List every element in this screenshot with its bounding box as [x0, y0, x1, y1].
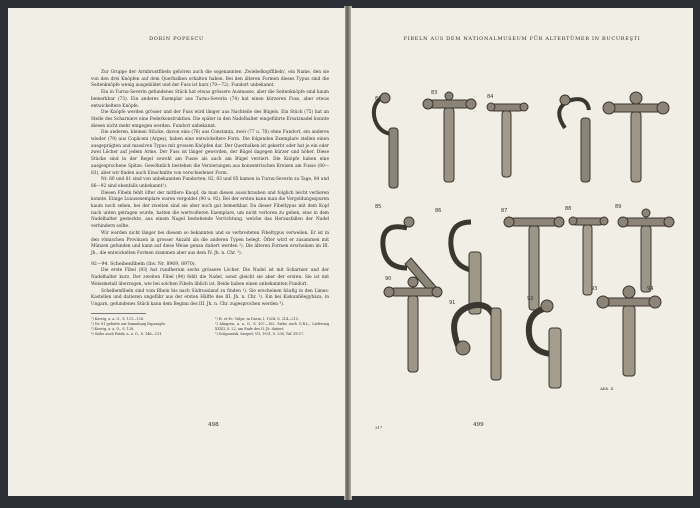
footnote: ³) Dolgozatok, Szeged, VII, 1931, S. 208, Taf. XV:17. — [215, 332, 305, 337]
footnote: ³) Kovrig, a. a. O., S. 128. — [91, 327, 135, 332]
section-heading: 92—94. Scheibenfibeln (Inv. Nr. 8969, 8970). — [91, 261, 197, 267]
plate-caption: Abb. 4. — [600, 386, 615, 391]
footnotes — [91, 317, 329, 338]
figure-number-85: 85 — [375, 204, 382, 210]
fibula-93-illustration — [454, 305, 501, 380]
paragraph: Wir werden nicht länger bei diesem so bekannten und so verbreiteten Fibeltypus verweilen. Er ist in den römischen Provinzen in grosser Anzahl als die anderen Typen belegt. Öfter wird er zusammen mit Münzen gefunden und kann auf diese Weise genau datiert werden ²). Die älteren Formen erscheinen im III. Jh., die entwickelten Formen stammen aber aus dem IV. Jh. n. Chr. ³). — [91, 230, 329, 256]
running-head-right: FIBELN AUS DEM NATIONALMUSEUM FÜR ALTERTÜMER IN BUCUREŞTI — [403, 36, 641, 42]
paragraph: Scheibenfibeln sind vom Rhein bis nach Südrussland zu finden ¹). Sie erscheinen häufig in den Limes-Kastellen und datieren ungefähr aus der ersten Hälfte des III. Jh. n. Chr. ²). Ein bei Kiskunfélegyháza, in Ungarn, gefundenes Stück kann dem Beginn des III. Jh. n. Chr. zugesprochen werden ³). — [91, 288, 329, 307]
signature-mark: 31* — [375, 425, 383, 430]
left-page — [8, 8, 345, 496]
footnotes-col-left — [91, 317, 205, 338]
figure-number-88: 88 — [565, 206, 572, 212]
fibula-84-illustration — [487, 103, 528, 177]
figure-number-93: 93 — [591, 286, 598, 292]
fibulae-plate — [351, 8, 693, 496]
footnote: ⁴) Siehe auch Patek, a. a. O., S. 146—151. — [91, 332, 163, 337]
figure-number-87: 87 — [501, 208, 508, 214]
fibula-82-illustration — [374, 93, 398, 188]
left-body-text — [91, 70, 329, 337]
fibula-plate-illustration — [597, 286, 661, 376]
figure-number-89: 89 — [615, 204, 622, 210]
footnote: ²) Almgren, a. a. O., S. 107—162. Siehe auch O.R.L., Lieferung XXXII, S. 22, am Ende des II. Jh. datiert. — [215, 321, 329, 332]
fibula-94-illustration — [529, 300, 561, 388]
figure-number-91: 91 — [449, 300, 456, 306]
fibula-85-illustration — [559, 95, 590, 182]
right-page — [351, 8, 693, 496]
footnote-rule — [91, 313, 146, 314]
figure-number-83: 83 — [431, 90, 438, 96]
fibula-90-illustration — [569, 217, 608, 295]
fibula-91-illustration — [618, 209, 674, 292]
fibula-83-illustration — [423, 92, 476, 182]
fibula-89-illustration — [504, 217, 564, 310]
paragraph: Die anderen, kleinen Stücke, davon eins (76) aus Constanța, zwei (77 u. 78) ohne Fundort, ein anderes wieder (79) aus Copăceni (Argeș), haben eine entwickeltere Form. Die folgenden Exemplare stellen einen ausgeprägten und massiven Typus mit grossen Knöpfen dar. Der Querbalken ist gekerbt oder hat je ein oder zwei Löcher auf jedem Arme. Der Fuss ist länger geworden, der Bügel dagegen kürzer und höher. Diese Stücke sind in der Regel sowohl am Fusse als auch am Bügel verziert. Die Knöpfe haben eine ausgesprochene Spitze. Gewöhnlich bestehen die Verzierungen aus konzentrischen Kreisen am Fusse (80—83), aber wir finden auch Einschnitte von verschiedener Form. — [91, 130, 329, 176]
footnote: ¹) Kovrig, a. a. O., S. 121—128. — [91, 316, 145, 321]
figure-number-84: 84 — [487, 94, 494, 100]
fibula-92-illustration — [384, 277, 442, 372]
paragraph: Die erste Fibel (93) hat rundherum sechs grössere Löcher. Die Nadel ist mit Scharnier und der Nadelhalter kurz. Der zweiten Fibel (94) fehlt die Nadel, sonst gleicht sie aber der ersten. Sie ist mit Weissmetall überzogen, wie bei solchen Fibeln üblich ist. Beide haben einen unbekannten Fundort. — [91, 268, 329, 287]
footnote: ¹) H. et Ec. Vulpe, in Dacia, I, 1924, S. 214—215. — [215, 316, 299, 321]
running-head-left: DORIN POPESCU — [149, 36, 204, 42]
figure-number-94: 94 — [647, 286, 654, 292]
figure-number-82: 82 — [375, 96, 382, 102]
figure-number-92: 92 — [527, 296, 534, 302]
figure-number-86: 86 — [435, 208, 442, 214]
page-number-right: 499 — [473, 422, 484, 428]
paragraph: Die Knöpfe werden grösser und der Fuss wird länger aus Nachteile des Bügels. Ein Stück (75) hat an Stelle des Scharniers eine Federkonstruktion. Die später in den Nadelhalter eingeführte Ersatznadel konnte diesen nicht mehr entgegen werden. Fundort unbekannt. — [91, 110, 329, 129]
fibula-86-illustration — [603, 92, 669, 182]
page-number-left: 498 — [208, 422, 219, 428]
paragraph: Zur Gruppe der Armbrustfibeln gehören auch die sogenannten ‚Zwiebelkopffibeln', ein Name, den sie von den drei Knöpfen auf dem Querbalken erhalten haben. Bei den älteren Formen dieses Typus sind die Seitenknöpfe wenig ausgebildet und der Fuss ist kurz (70—72). Fundort unbekannt. — [91, 70, 329, 89]
footnotes-col-right — [215, 317, 329, 338]
paragraph: Diesen Fibeln fehlt öfter der mittlere Knopf, da man diesen ausschrauben und folglich leicht verlieren konnte. Einige Luxusexemplare waren vergoldet (90 u. 92). Bei der ersten kann man die Vergoldungsspuren kaum noch sehen, bei der zweiten sind sie aber noch gut bemerkbar. Da dieser Fibeltypus mit dem Kopf nach unten getragen wurde, hatten die wertvolleren Exemplare, um nicht verloren zu gehen, eine in dem Nadelhalter gesteckte, aus einem Nagel bestehende Vorrichtung, welche das Herausfallen der Nadel verhindern sollte. — [91, 190, 329, 230]
footnote: ²) Nr. 81 gehörte zur Sammlung Papazoglu. — [91, 321, 166, 326]
figure-number-90: 90 — [385, 276, 392, 282]
paragraph: Ein in Turnu-Severin gefundenes Stück hat etwas grössere Ausmasse, aber die Seitenknöpfe sind kaum bemerkbar (73). Ein anderes Exemplar aus Turnu-Severin (74) hat einen kürzeren Fuss, aber etwas entwickeltere Knöpfe. — [91, 90, 329, 109]
paragraph: Nr. 80 und 81 sind von unbekannten Fundorten; 82, 83 und 85 kamen in Turnu-Severin zu Tage, 84 und 86—92 sind ebenfalls unbekannt¹). — [91, 177, 329, 189]
